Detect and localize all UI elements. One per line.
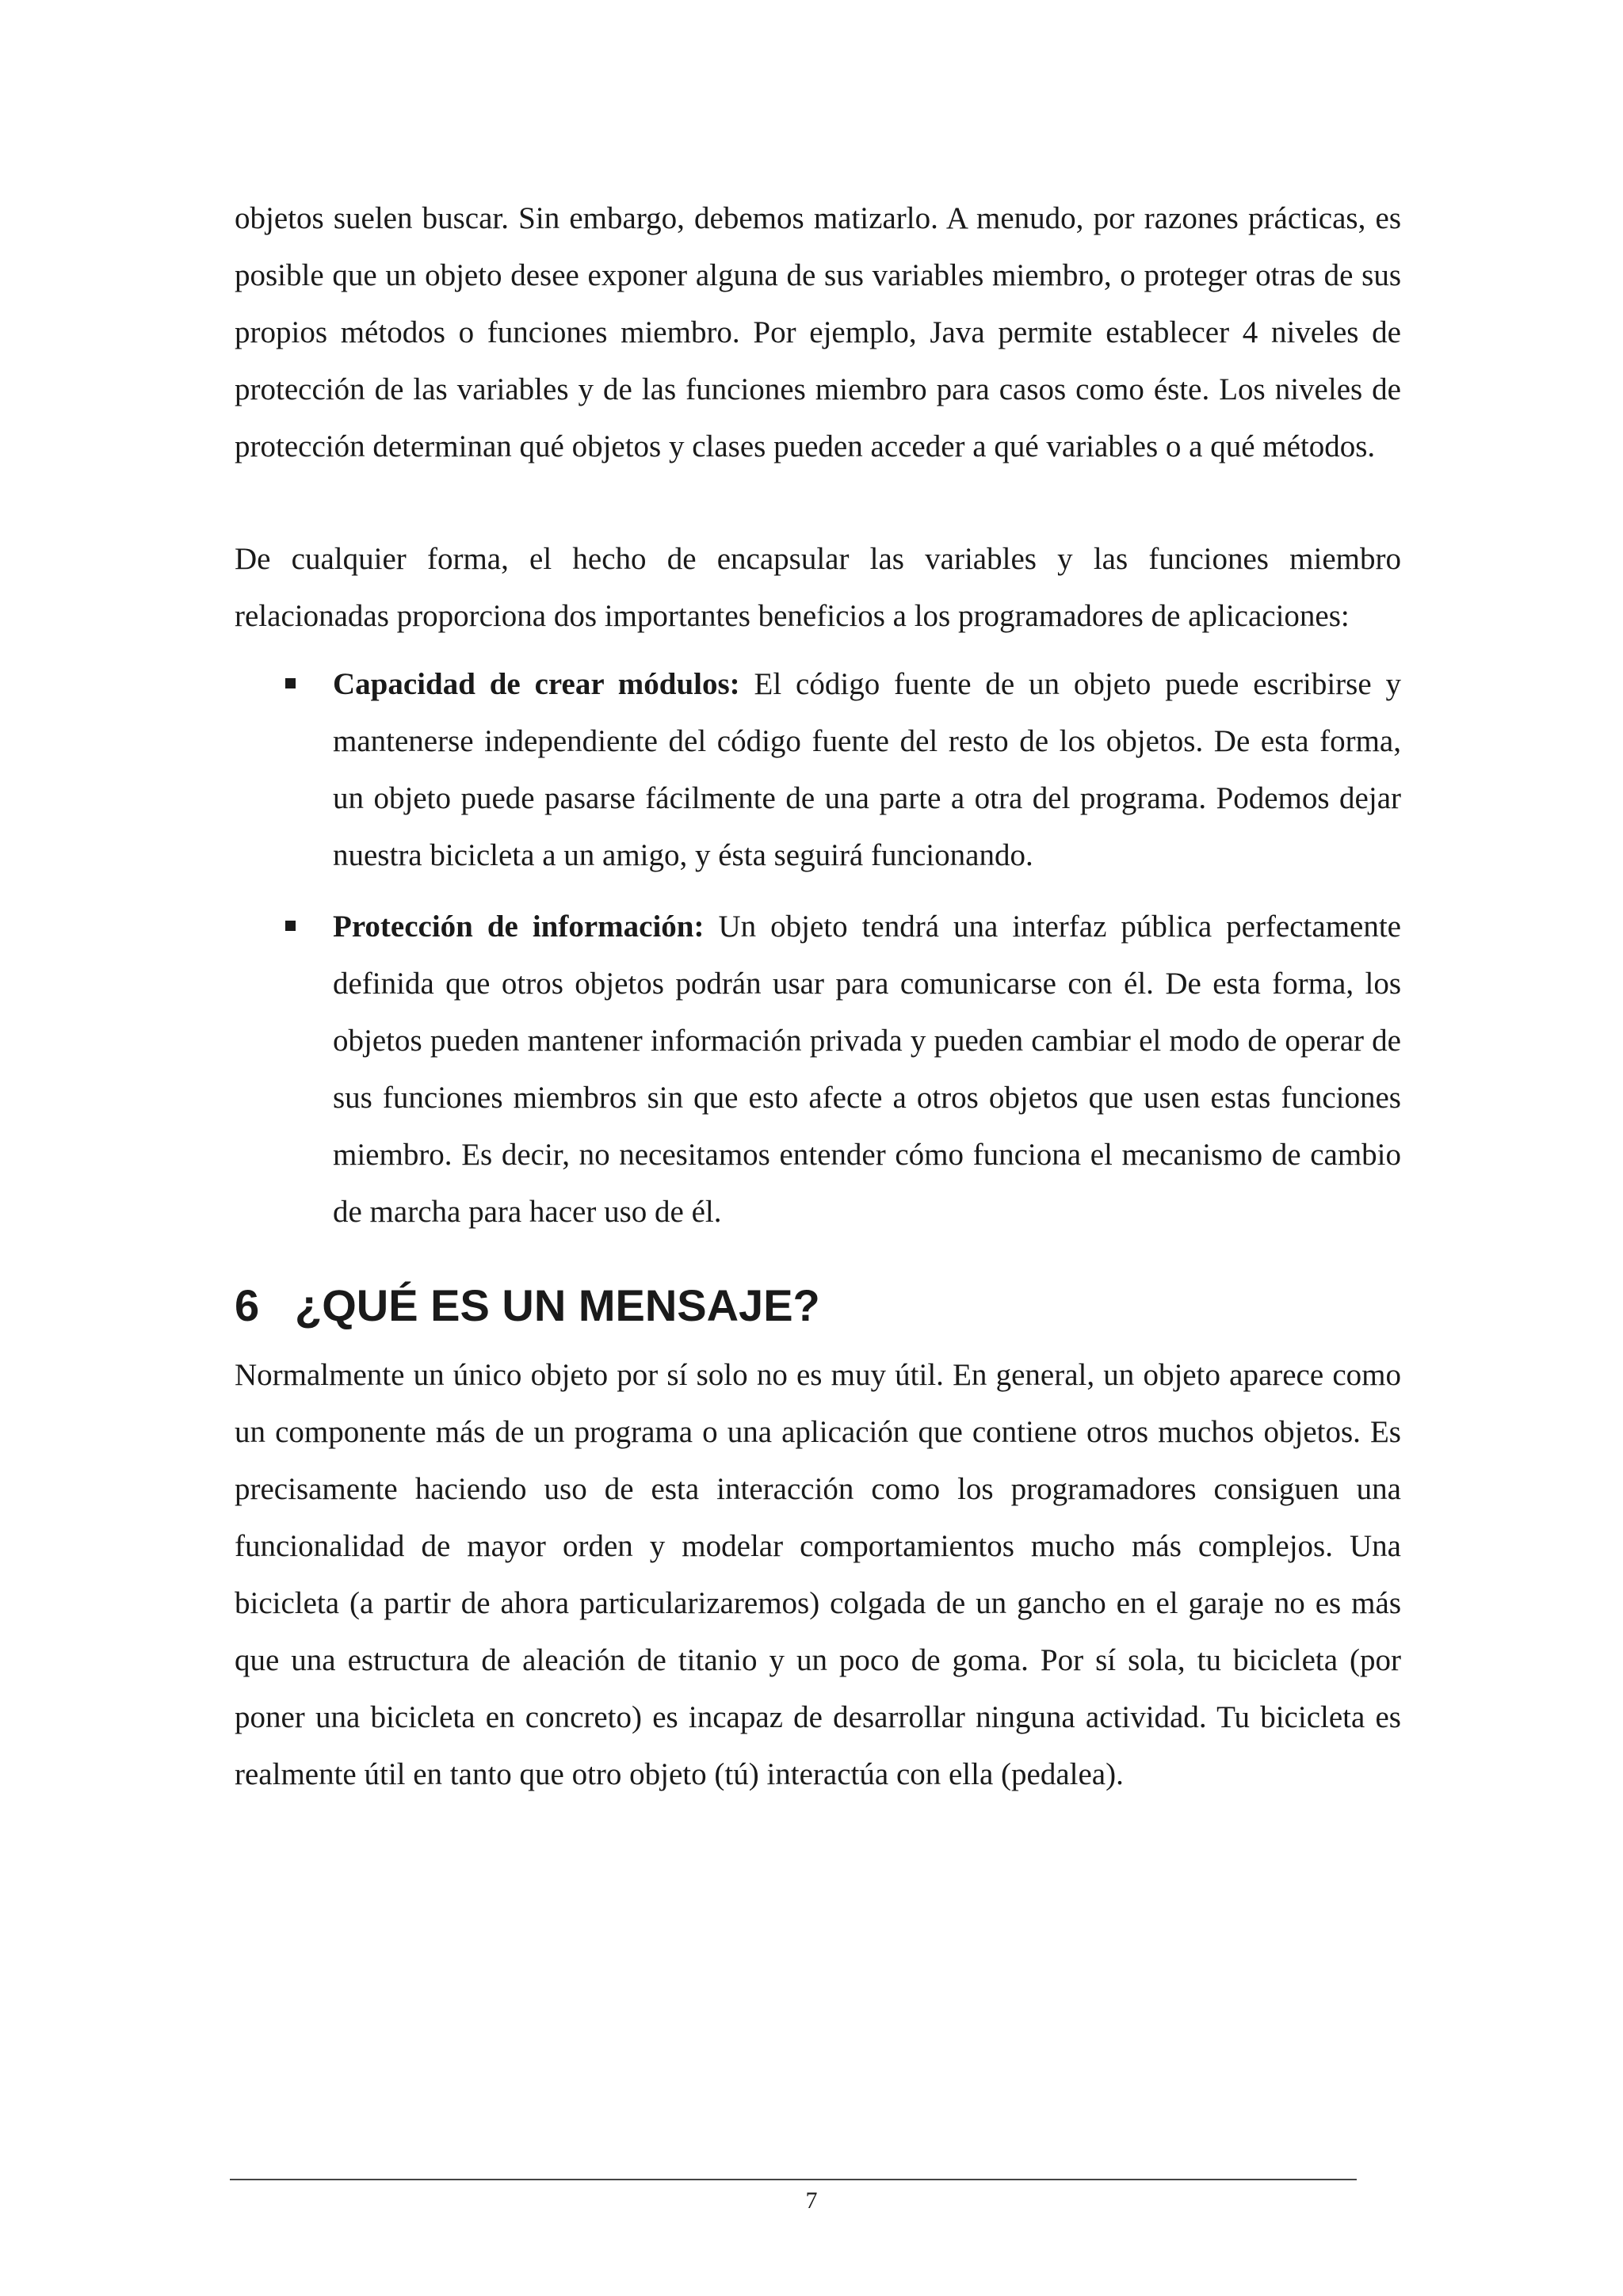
list-item-term: Protección de información: [333,910,705,944]
paragraph-encapsulation-intro: objetos suelen buscar. Sin embargo, debemos matizarlo. A menudo, por razones prácticas, es posible que un objeto desee exponer alguna de sus variables miembro, o proteger otras de sus propios métodos o funciones miembro. Por ejemplo, Java permite establecer 4 niveles de protección de las variables y de las funciones miembro para casos como éste. Los niveles de protección determinan qué objetos y clases pueden acceder a qué variables o a qué métodos. [235,201,1401,463]
list-item-term: Capacidad de crear módulos: [333,667,740,701]
section-heading [235,1276,1401,1336]
list-item-text: El código fuente de un objeto puede escribirse y mantenerse independiente del código fuente del resto de los objetos. De esta forma, un objeto puede pasarse fácilmente de una parte a otra del programa. Podemos dejar nuestra bicicleta a un amigo, y ésta seguirá funcionando. [333,667,1402,872]
list-item-text: Un objeto tendrá una interfaz pública perfectamente definida que otros objetos podrán usar para comunicarse con él. De esta forma, los objetos pueden mantener información privada y pueden cambiar el modo de operar de sus funciones miembros sin que esto afecte a otros objetos que usen estas funciones miembro. Es decir, no necesitamos entender cómo funciona el mecanismo de cambio de marcha para hacer uso de él. [333,910,1401,1229]
square-bullet-icon [285,678,296,688]
list-item-information-hiding [235,898,1401,1241]
footer-divider [230,2179,1357,2180]
square-bullet-icon [285,921,296,931]
paragraph-gap [235,475,1401,531]
list-item-modularity [235,656,1401,884]
benefits-list [235,656,1401,1241]
paragraph-benefits-intro: De cualquier forma, el hecho de encapsular las variables y las funciones miembro relacionadas proporciona dos importantes beneficios a los programadores de aplicaciones: [235,542,1401,633]
section-title: ¿QUÉ ES UN MENSAJE? [295,1280,820,1330]
page-body [235,190,1401,1803]
page-number: 7 [805,2187,818,2214]
paragraph-message-intro: Normalmente un único objeto por sí solo no es muy útil. En general, un objeto aparece como un componente más de un programa o una aplicación que contiene otros muchos objetos. Es precisamente haciendo uso de esta interacción como los programadores consiguen una funcionalidad de mayor orden y modelar comportamientos mucho más complejos. Una bicicleta (a partir de ahora particularizaremos) colgada de un gancho en el garaje no es más que una estructura de aleación de titanio y un poco de goma. Por sí sola, tu bicicleta (por poner una bicicleta en concreto) es incapaz de desarrollar ninguna actividad. Tu bicicleta es realmente útil en tanto que otro objeto (tú) interactúa con ella (pedalea). [235,1358,1401,1791]
section-number: 6 [235,1280,260,1330]
